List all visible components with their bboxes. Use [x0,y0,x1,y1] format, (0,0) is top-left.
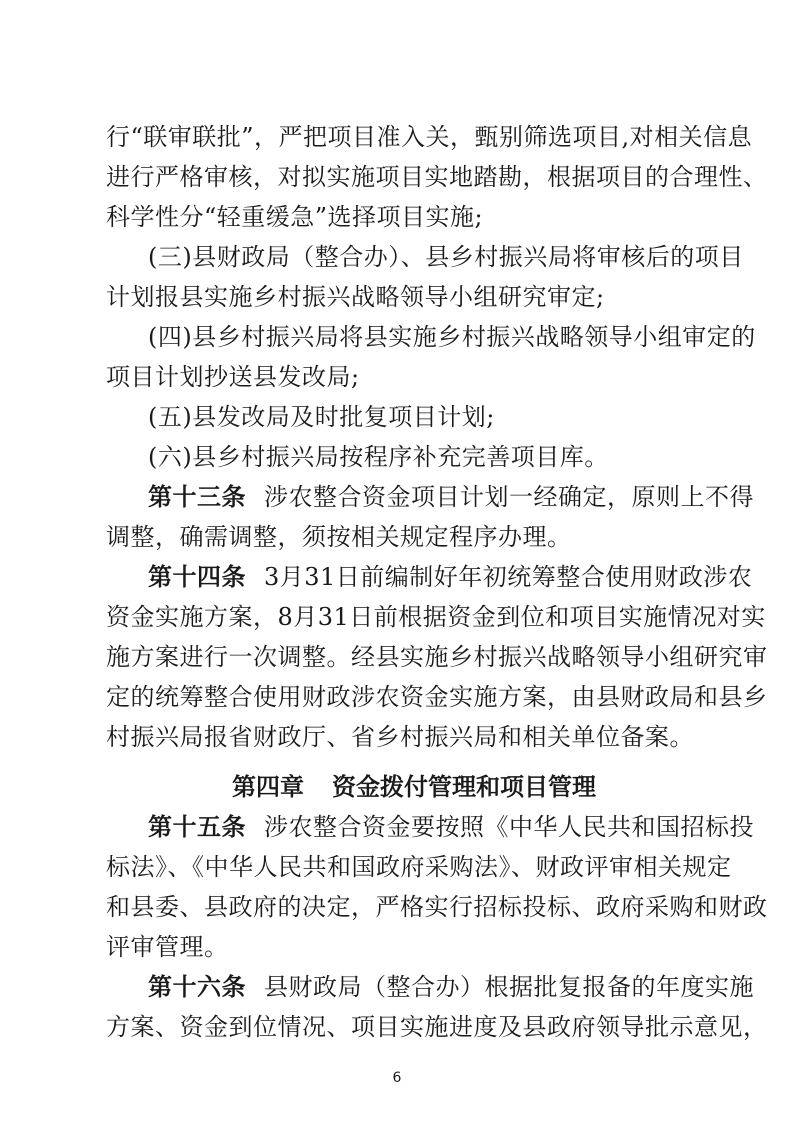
body-text-line: 调整，确需调整，须按相关规定程序办理。 [106,523,572,551]
body-text-line: 评审管理。 [106,933,229,961]
body-text-line: 科学性分“轻重缓急”选择项目实施; [106,203,484,231]
body-text-line: 方案、资金到位情况、项目实施进度及县政府领导批示意见， [106,1013,768,1041]
body-text-line: 计划报县实施乡村振兴战略领导小组研究审定; [106,283,605,311]
article-title: 第十三条 [148,483,246,511]
article-13-first-line [148,483,754,511]
body-text-line: 项目计划抄送县发改局; [106,363,360,391]
article-15-first-line [148,813,754,841]
article-text: 涉农整合资金项目计划一经确定，原则上不得 [264,483,754,511]
body-text-line: 和县委、县政府的决定，严格实行招标投标、政府采购和财政 [106,893,768,921]
article-text: 3月31日前编制好年初统筹整合使用财政涉农 [264,563,753,591]
body-text-line: (四)县乡村振兴局将县实施乡村振兴战略领导小组审定的 [148,323,756,351]
body-text-line: 标法》、《中华人民共和国政府采购法》、财政评审相关规定 [106,853,732,881]
article-text: 县财政局（整合办）根据批复报备的年度实施 [264,973,754,1001]
article-14-first-line [148,563,752,591]
body-text-line: (六)县乡村振兴局按程序补充完善项目库。 [148,443,609,471]
article-16-first-line [148,973,754,1001]
body-text-line: 进行严格审核，对拟实施项目实地踏勘，根据项目的合理性、 [106,163,768,191]
body-text-line: 资金实施方案，8月31日前根据资金到位和项目实施情况对实 [106,603,766,631]
body-text-line: 行“联审联批”，严把项目准入关，甄别筛选项目,对相关信息 [106,123,753,151]
body-text-line: (五)县发改局及时批复项目计划; [148,403,495,431]
article-title: 第十六条 [148,973,246,1001]
chapter-title: 资金拨付管理和项目管理 [332,773,596,801]
page-number: 6 [392,1070,402,1086]
article-title: 第十五条 [148,813,246,841]
article-text: 涉农整合资金要按照《中华人民共和国招标投 [264,813,754,841]
article-title: 第十四条 [148,563,246,591]
body-text-line: 村振兴局报省财政厅、省乡村振兴局和相关单位备案。 [106,723,694,751]
body-text-line: 施方案进行一次调整。经县实施乡村振兴战略领导小组研究审 [106,643,768,671]
body-text-line: 定的统筹整合使用财政涉农资金实施方案，由县财政局和县乡 [106,683,768,711]
chapter-number: 第四章 [232,773,304,801]
chapter-heading [232,773,596,801]
body-text-line: (三)县财政局（整合办）、县乡村振兴局将审核后的项目 [148,243,744,271]
